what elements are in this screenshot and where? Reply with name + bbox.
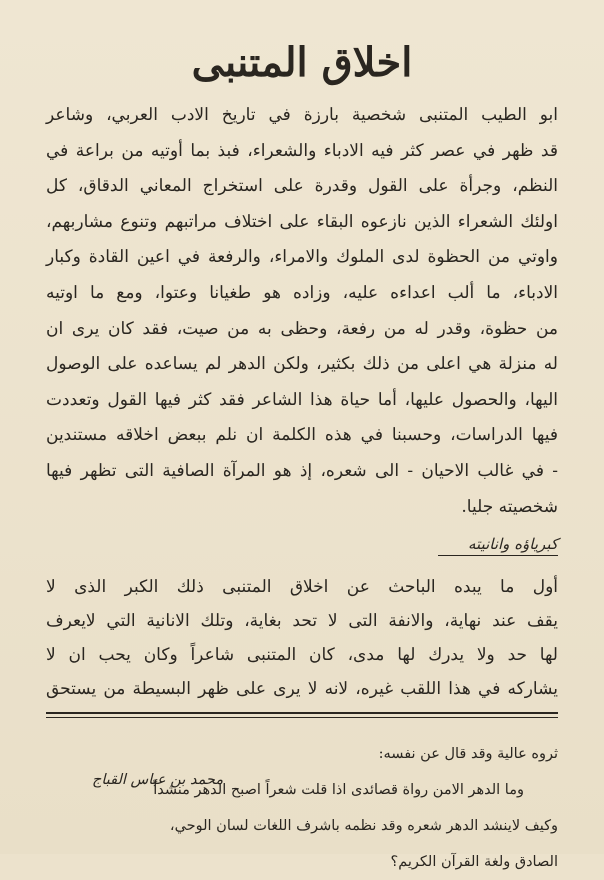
text-line: يقف عند نهاية، والانفة التى لا تحد بغاية، وتلك الانانية التي لايعرف (46, 611, 558, 632)
double-rule-divider (46, 712, 558, 718)
text-line: فيها الدراسات، وحسبنا في هذه الكلمة ان نلم ببعض اخلاقه مستندين (46, 425, 558, 446)
text-line: من حظوة، وقدر له من رفعة، وحظى به من صيت، فقد كان يرى ان (46, 318, 558, 339)
text-line: له منزلة هي اعلى من ذلك بكثير، ولكن الدهر لم يساعده على الوصول (46, 354, 558, 375)
text-line: - في غالب الاحيان - الى شعره، إذ هو المرآة الصافية التى تظهر فيها (46, 460, 558, 481)
text-line: اولئك الشعراء الذين نازعوه البقاء على اختلاف مراتبهم وتنوع مشاربهم، (46, 211, 558, 232)
body-paragraph (46, 570, 558, 706)
intro-paragraph (46, 98, 558, 525)
text-line: قد ظهر في عصر كثر فيه الادباء والشعراء، فبذ بما أوتيه من براعة في (46, 140, 558, 161)
footnote-line: ثروه عالية وقد قال عن نفسه: (378, 746, 558, 763)
page-title: اخلاق المتنبى (191, 39, 413, 86)
text-line: يشاركه في هذا اللقب غيره، لانه لا يرى على ظهر البسيطة من يستحق (46, 679, 558, 700)
text-line: اليها، والحصول عليها، أما حياة هذا الشاعر فقد كثر فيها القول وتعددت (46, 389, 558, 410)
footnote-block (46, 736, 558, 880)
text-line: لها حد ولا يدرك لها مدى، كان المتنبى شاعراً وكان يحب ان لا (46, 645, 558, 666)
footnote-line: وكيف لاينشد الدهر شعره وقد نظمه باشرف اللغات لسان الوحي، (169, 818, 558, 835)
text-line: أول ما يبده الباحث عن اخلاق المتنبى ذلك الكبر الذى لا (46, 577, 558, 598)
text-line: الادباء، ما ألب اعداءه عليه، وزاده هو طغيانا وعتوا، ومع ما اوتيه (46, 282, 558, 303)
text-line: شخصيته جليا. (461, 496, 558, 517)
text-line: واوتي من الحظوة لدى الملوك والامراء، والرفعة في اعين القادة وكبار (46, 247, 558, 268)
text-line: النظم، وجرأة على القول وقدرة على استخراج المعاني الدقاق، كل (46, 176, 558, 197)
footnote-line: الصادق ولغة القرآن الكريم؟ (390, 854, 558, 871)
text-line: ابو الطيب المتنبى شخصية بارزة في تاريخ الادب العربي، وشاعر (46, 105, 558, 125)
author-signature: محمد بن عباس القباج (92, 772, 224, 788)
verse-line: وما الدهر الامن رواة قصائدى اذا قلت شعراً اصبح الدهر منشداً (153, 782, 524, 799)
section-heading: كبرياؤه وانانيته (438, 535, 558, 556)
